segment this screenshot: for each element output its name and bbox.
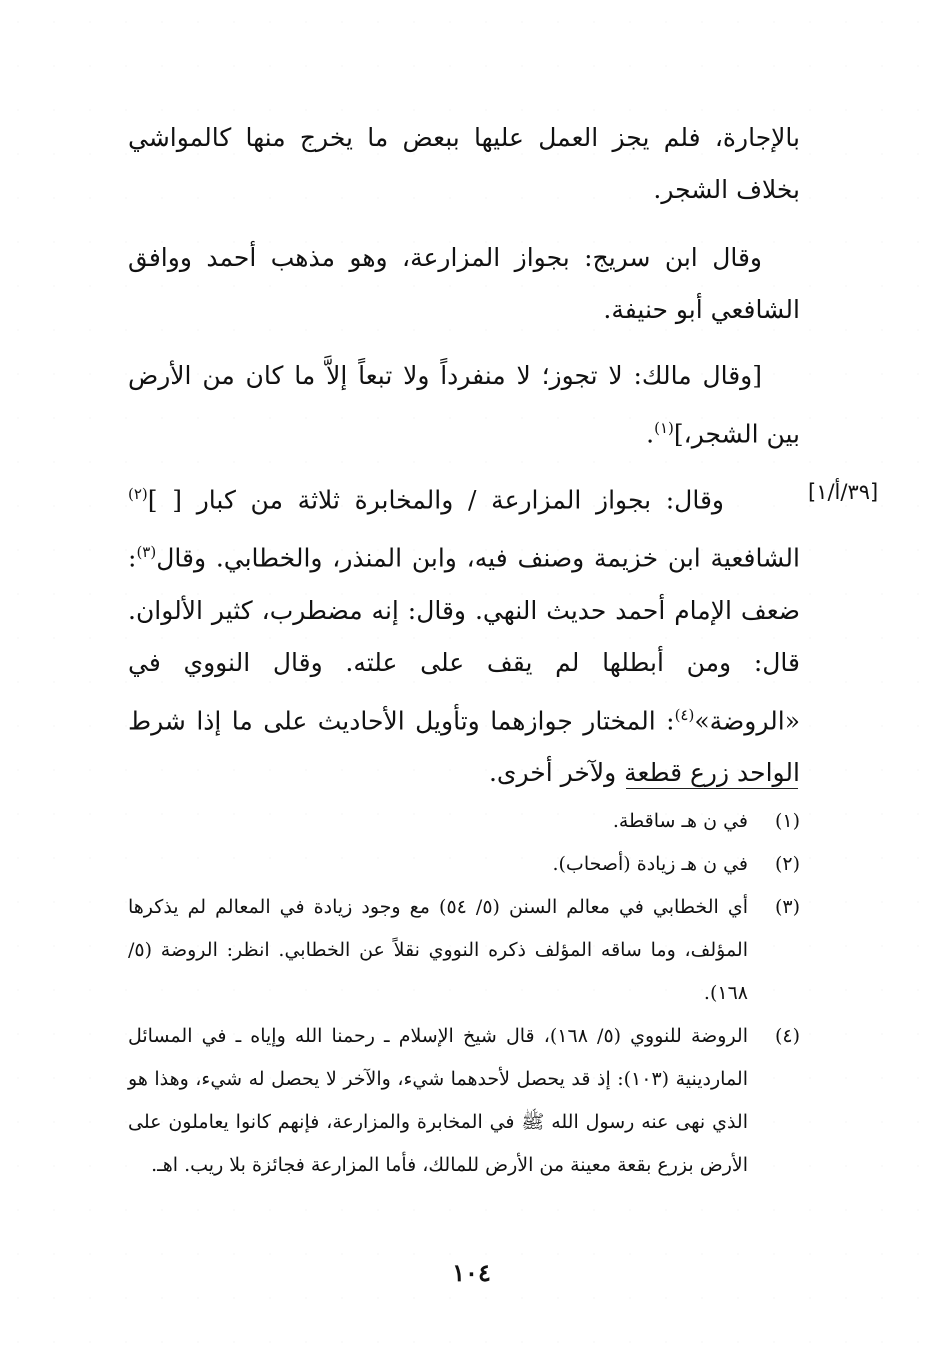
paragraph-4-text-c: : ضعف الإمام أحمد حديث النهي. وقال: إنه مضطرب، كثير الألوان. قال: ومن أبطلها لم يقف على علته. وقال النووي في «الروضة»	[128, 543, 800, 735]
paragraph-3: [وقال مالك: لا تجوز؛ لا منفرداً ولا تبعاً إلاَّ ما كان من الأرض بين الشجر،]$^{(١)}$.	[128, 361, 800, 449]
footnotes	[128, 800, 800, 1187]
manuscript-folio-ref: [٣٩/أ/١]	[808, 480, 879, 504]
paragraph-2	[128, 232, 800, 336]
page-number: ١٠٤	[452, 1258, 491, 1287]
footnote-1	[128, 800, 800, 843]
footnote-ref-1[interactable]: (١)	[654, 419, 674, 437]
footnote-ref-3[interactable]: (٣)	[136, 543, 157, 562]
footnote-4	[128, 1015, 800, 1187]
paragraph-1-text: بالإجارة، فلم يجز العمل عليها ببعض ما يخرج منها كالمواشي بخلاف الشجر.	[128, 123, 801, 204]
footnote-text: أي الخطابي في معالم السنن (٥/ ٥٤) مع وجود زيادة في المعالم لم يذكرها المؤلف، وما ساقه المؤلف ذكره النووي نقلاً عن الخطابي. انظر: الروضة (٥/ ١٦٨).	[128, 896, 748, 1004]
paragraph-4	[128, 468, 800, 799]
footnote-2	[128, 843, 800, 886]
paragraph-4-text-a: وقال: بجواز المزارعة / والمخابرة ثلاثة من كبار [ ]	[147, 485, 724, 515]
footnote-text: الروضة للنووي (٥/ ١٦٨)، قال شيخ الإسلام ـ رحمنا الله وإياه ـ في المسائل الماردينية (١٠٣): إذ قد يحصل لأحدهما شيء، والآخر لا يحصل له شيء، وهذا هو الذي نهى عنه رسول الله ﷺ في المخابرة والمزارعة، فإنهم كانوا يعاملون على الأرض بزرع بقعة معينة من الأرض للمالك، فأما المزارعة فجائزة بلا ريب. اهـ.	[128, 1025, 749, 1176]
footnote-3	[128, 886, 800, 1015]
footnote-text: في ن هـ زيادة (أصحاب).	[552, 853, 748, 875]
paragraph-4-text-b: الشافعية ابن خزيمة وصنف فيه، وابن المنذر، والخطابي. وقال	[156, 543, 800, 573]
paragraph-2-text: وقال ابن سريج: بجواز المزارعة، وهو مذهب أحمد ووافق الشافعي أبو حنيفة.	[128, 243, 800, 324]
paragraph-4-text-d: : المختار جوازهما وتأويل الأحاديث على ما إذا شرط الواحد زرع قطعة ولآخر أخرى.	[128, 705, 800, 787]
footnote-number: (٣)	[774, 896, 800, 918]
footnote-text: في ن هـ ساقطة.	[612, 810, 748, 832]
footnote-number: (٤)	[774, 1025, 800, 1047]
footnote-ref-4[interactable]: (٤)	[674, 705, 695, 724]
paragraph-1	[128, 112, 800, 216]
footnote-separator	[626, 788, 798, 789]
footnote-ref-2[interactable]: (٢)	[128, 485, 148, 503]
paragraph-3-text: [وقال مالك: لا تجوز؛ لا منفرداً ولا تبعاً إلاَّ ما كان من الأرض بين الشجر،]	[128, 361, 800, 449]
footnote-number: (١)	[774, 810, 800, 832]
footnote-number: (٢)	[774, 853, 800, 875]
